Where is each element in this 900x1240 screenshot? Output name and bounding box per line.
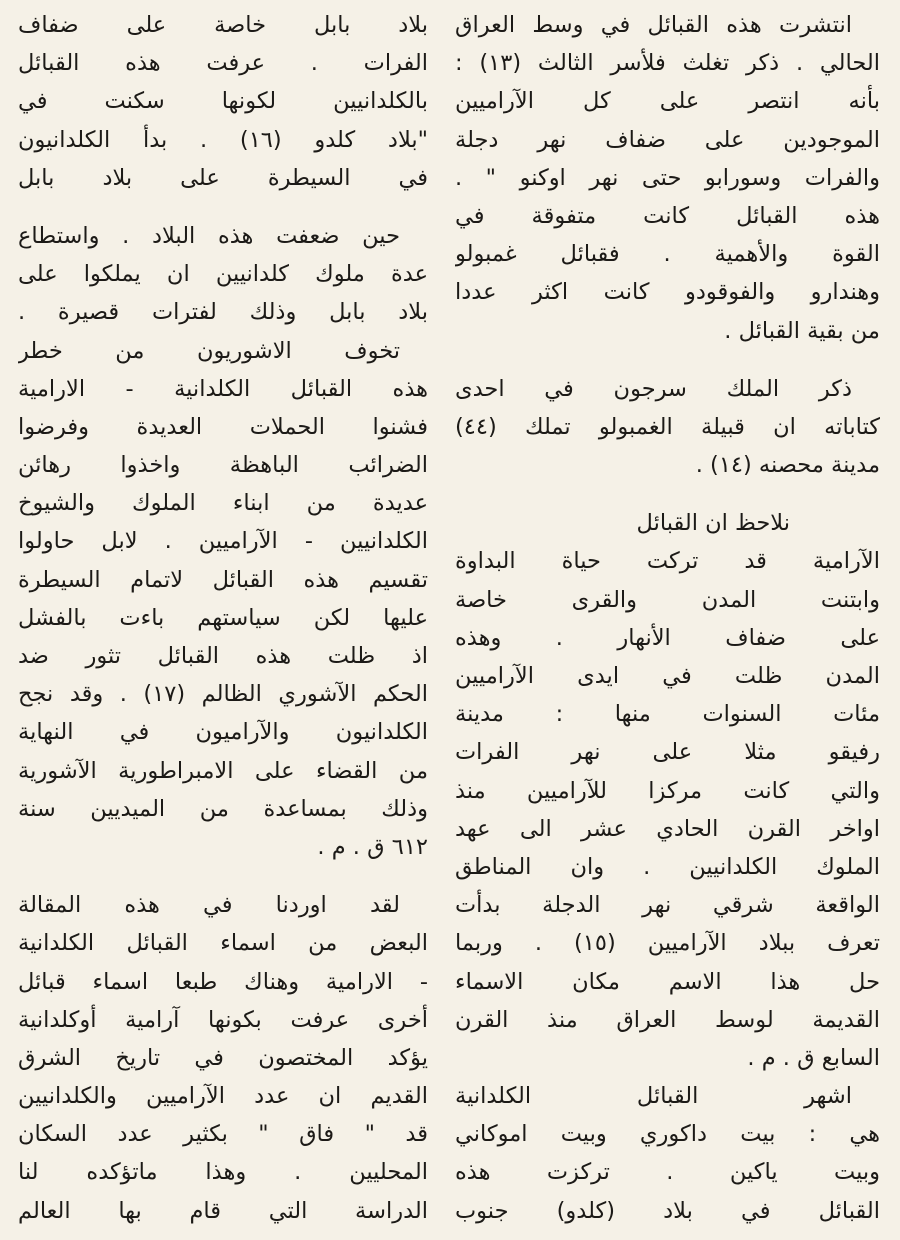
right-column-line: والفرات وسورابو حتى نهر اوكنو " . [455,164,880,191]
left-column-line: اذ ظلت هذه القبائل تثور ضد [18,643,428,669]
right-column-line: وبيت ياكين . تركزت هذه [455,1159,880,1186]
left-column-line: ٦١٢ ق . م . [317,833,428,860]
right-column-line: مئات السنوات منها : مدينة [455,701,880,728]
right-column-line: الآرامية قد تركت حياة البداوة [455,548,880,575]
right-column-line: المدن ظلت في ايدى الآراميين [455,663,880,689]
left-column-line: الكلدانيين - الآراميين . لابل حاولوا [18,528,428,555]
right-column-line: اشهر القبائل الكلدانية [455,1083,852,1110]
right-column-line: على ضفاف الأنهار . وهذه [455,624,880,651]
left-column-line: تخوف الاشوريون من خطر [18,337,400,364]
left-column-line: الدراسة التي قام بها العالم [18,1197,428,1224]
left-column-line: الضرائب الباهظة واخذوا رهائن [18,452,428,479]
left-column-line: بلاد بابل خاصة على ضفاف [18,12,428,38]
left-column-line: هذه القبائل الكلدانية - الارامية [18,375,428,402]
right-column-line: وهندارو والفوقودو كانت اكثر عددا [455,279,880,306]
right-column-line: القوة والأهمية . فقبائل غمبولو [455,241,880,268]
right-column-line: الحالي . ذكر تغلث فلأسر الثالث (١٣) : [455,50,880,77]
left-column-line: عليها لكن سياستهم باءت بالفشل [18,604,428,631]
right-column-line: القبائل في بلاد (كلدو) جنوب [455,1197,880,1224]
left-column-line: عديدة من ابناء الملوك والشيوخ [18,490,428,517]
right-column-line: مدينة محصنه (١٤) . [695,452,880,479]
left-text-column [18,6,428,1234]
right-column-line: الواقعة شرقي نهر الدجلة بدأت [455,892,880,919]
left-column-line: تقسيم هذه القبائل لاتمام السيطرة [18,566,428,593]
right-column-line: والتي كانت مركزا للآراميين منذ [455,777,880,804]
right-column-line: السابع ق . م . [747,1044,880,1071]
right-column-line: نلاحظ ان القبائل [636,510,790,537]
right-column-line: هذه القبائل كانت متفوقة في [455,202,880,229]
left-column-line: الفرات . عرفت هذه القبائل [18,50,428,77]
right-column-line: رفيقو مثلا على نهر الفرات [455,739,880,766]
left-column-line: فشنوا الحملات العديدة وفرضوا [18,413,428,440]
left-column-line: في السيطرة على بلاد بابل [18,164,428,191]
right-column-line: حل هذا الاسم مكان الاسماء [455,968,880,995]
left-column-line: بلاد بابل وذلك لفترات قصيرة . [18,299,428,326]
right-column-line: انتشرت هذه القبائل في وسط العراق [455,12,852,38]
left-column-line: - الارامية وهناك طبعا اسماء قبائل [18,968,428,995]
left-column-line: أخرى عرفت بكونها آرامية أوكلدانية [18,1006,428,1033]
right-text-column [455,6,880,1234]
left-column-line: قد " فاق " بكثير عدد السكان [18,1121,428,1148]
left-column-line: حين ضعفت هذه البلاد . واستطاع [18,222,400,249]
left-column-line: لقد اوردنا في هذه المقالة [18,892,400,919]
left-column-line: القديم ان عدد الآراميين والكلدانيين [18,1083,428,1110]
right-column-line: تعرف ببلاد الآراميين (١٥) . وربما [455,930,880,957]
right-column-line: كتاباته ان قبيلة الغمبولو تملك (٤٤) [455,413,880,440]
left-column-line: من القضاء على الامبراطورية الآشورية [18,757,428,784]
right-column-line: اواخر القرن الحادي عشر الى عهد [455,815,880,842]
left-column-line: "بلاد كلدو (١٦) . بدأ الكلدانيون [18,126,428,153]
left-column-line: عدة ملوك كلدانيين ان يملكوا على [18,261,428,288]
right-column-line: هي : بيت داكوري وبيت اموكاني [455,1121,880,1148]
right-column-line: من بقية القبائل . [724,317,880,344]
right-column-line: الموجودين على ضفاف نهر دجلة [455,126,880,153]
left-column-line: الكلدانيون والآراميون في النهاية [18,719,428,746]
left-column-line: البعض من اسماء القبائل الكلدانية [18,930,428,957]
right-column-line: بأنه انتصر على كل الآراميين [455,88,880,115]
right-column-line: ذكر الملك سرجون في احدى [455,375,852,402]
left-column-line: المحليين . وهذا ماتؤكده لنا [18,1159,428,1186]
right-column-line: وابتنت المدن والقرى خاصة [455,586,880,613]
left-column-line: بالكلدانيين لكونها سكنت في [18,88,428,115]
left-column-line: الحكم الآشوري الظالم (١٧) . وقد نجح [18,681,428,708]
right-column-line: القديمة لوسط العراق منذ القرن [455,1006,880,1033]
right-column-line: الملوك الكلدانيين . وان المناطق [455,853,880,880]
left-column-line: يؤكد المختصون في تاريخ الشرق [18,1044,428,1071]
left-column-line: وذلك بمساعدة من الميديين سنة [18,795,428,822]
